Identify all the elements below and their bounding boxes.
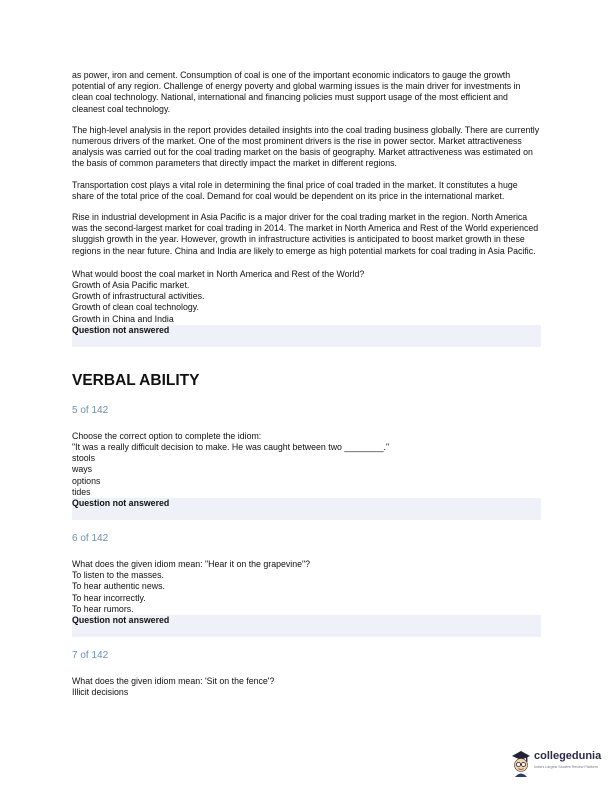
status-text: Question not answered [72, 615, 170, 626]
question-text: Choose the correct option to complete the idiom: [72, 430, 262, 441]
options-list [72, 687, 542, 698]
option-item[interactable]: tides [72, 486, 91, 497]
paragraph-2: The high-level analysis in the report provides detailed insights into the coal trading business globally. There are currently numerous drivers of the market. One of the most prominent drivers is the rise in power sector. Market attractiveness analysis was carried out for the coal trading market on the basis of geography. Market attractiveness was estimated on the basis of common parameters that directly impact the market in different regions. [72, 124, 540, 169]
paragraph-3: Transportation cost plays a vital role in determining the final price of coal traded in the market. It constitutes a huge share of the total price of the coal. Demand for coal would be dependent on its price in the international market. [72, 179, 518, 201]
status-text: Question not answered [72, 498, 170, 509]
option-item[interactable]: Growth in China and India [72, 313, 174, 324]
question-counter: 7 of 142 [72, 650, 109, 662]
paragraph-1: as power, iron and cement. Consumption of coal is one of the important economic indicators to gauge the growth potential of any region. Challenge of energy poverty and global warming issues is the main driver for investments in clean coal technology. National, international and financing policies must support usage of the most efficient and cleanest coal technology. [72, 70, 521, 114]
option-item[interactable]: ways [72, 464, 93, 475]
question-block-5 [72, 405, 542, 520]
collegedunia-logo[interactable] [510, 748, 610, 780]
status-bar [72, 615, 541, 637]
logo-name: collegedunia [534, 750, 602, 762]
question-text: What does the given idiom mean: "Hear it on the grapevine"? [72, 559, 311, 570]
option-item[interactable]: Illicit decisions [72, 687, 129, 698]
option-item[interactable]: To hear authentic news. [72, 581, 165, 592]
option-item[interactable]: Growth of clean coal technology. [72, 302, 199, 313]
question-block-6 [72, 533, 542, 637]
question-block-7 [72, 650, 542, 698]
question-counter: 5 of 142 [72, 404, 109, 416]
document-page [72, 70, 542, 699]
graduate-mascot-icon [510, 748, 532, 778]
paragraph-4: Rise in industrial development in Asia Pacific is a major driver for the coal trading market in the region. North America was the second-largest market for coal trading in 2014. The market in North America and Rest of the World experienced sluggish growth in the year. However, growth in infrastructure activities is anticipated to boost market growth in these regions in the near future. China and India are likely to emerge as high potential markets for coal trading in Asia Pacific. [72, 212, 539, 256]
question-text: "It was a really difficult decision to make. He was caught between two ________." [72, 442, 390, 453]
option-item[interactable]: options [72, 475, 101, 486]
options-list [72, 453, 542, 498]
logo-tagline: India's Largest Student Review Platform [534, 765, 598, 769]
option-item[interactable]: Growth of Asia Pacific market. [72, 280, 190, 291]
option-item[interactable]: To hear rumors. [72, 603, 134, 614]
option-item[interactable]: Growth of infrastructural activities. [72, 291, 205, 302]
options-list [72, 570, 542, 615]
option-item[interactable]: To hear incorrectly. [72, 592, 146, 603]
question-text: What does the given idiom mean: 'Sit on the fence'? [72, 676, 275, 687]
question-block-prev [72, 269, 542, 347]
status-text: Question not answered [72, 324, 170, 335]
option-item[interactable]: stools [72, 453, 95, 464]
options-list [72, 280, 542, 325]
option-item[interactable]: To listen to the masses. [72, 570, 164, 581]
status-bar [72, 325, 541, 347]
status-bar [72, 498, 541, 520]
question-counter: 6 of 142 [72, 533, 109, 545]
section-title: VERBAL ABILITY [72, 371, 200, 389]
question-text: What would boost the coal market in North America and Rest of the World? [72, 268, 365, 279]
